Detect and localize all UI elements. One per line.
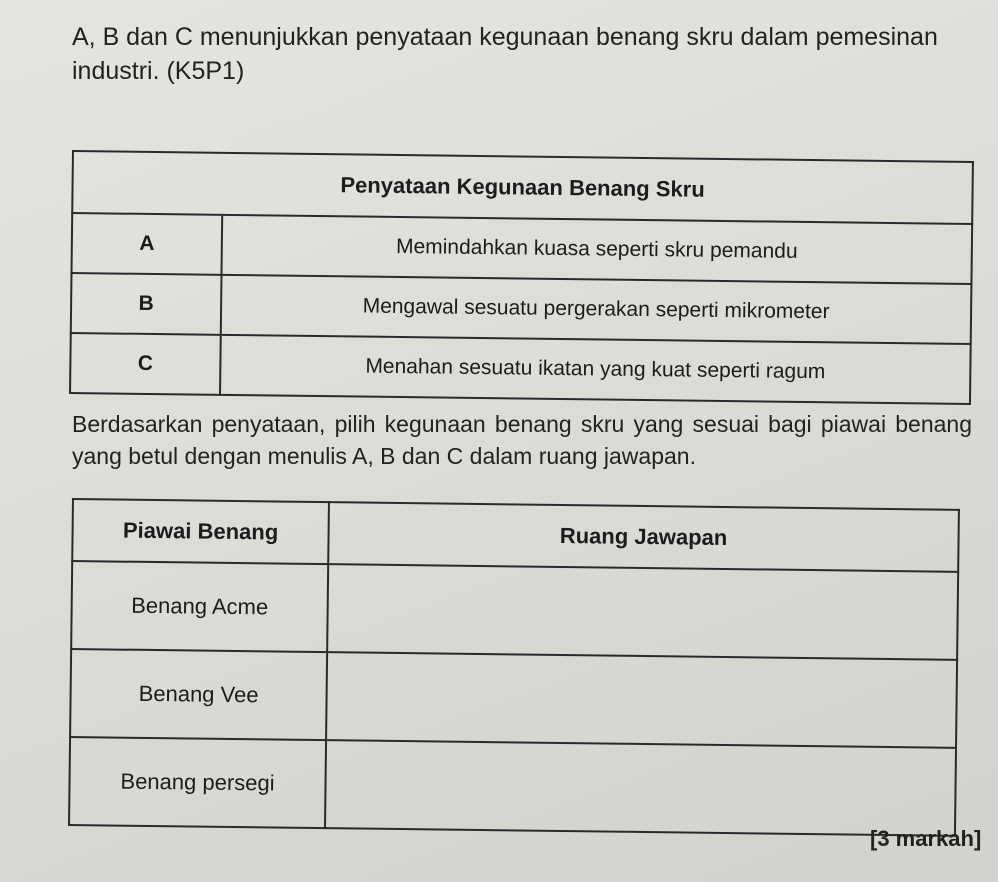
thread-usage-statements-table — [69, 150, 974, 405]
statement-text: Menahan sesuatu ikatan yang kuat seperti ragum — [220, 335, 971, 404]
answer-table — [68, 498, 960, 837]
table-row — [69, 737, 956, 836]
answer-cell[interactable] — [327, 564, 958, 660]
question-text: A, B dan C menunjukkan penyataan kegunaan benang skru dalam pemesinan industri. (K5P1) — [72, 23, 938, 85]
thread-name: Benang Vee — [70, 649, 327, 740]
thread-name: Benang Acme — [71, 561, 328, 652]
statement-label: A — [71, 213, 222, 275]
marks-label: [3 markah] — [870, 826, 982, 851]
table-row — [70, 649, 957, 748]
answer-cell[interactable] — [326, 652, 957, 748]
statement-label: B — [71, 273, 222, 335]
column-header-answer-space: Ruang Jawapan — [328, 502, 959, 572]
statement-label: C — [70, 333, 221, 395]
table-row — [71, 213, 972, 284]
column-header-thread-standard: Piawai Benang — [72, 499, 329, 564]
statement-text: Memindahkan kuasa seperti skru pemandu — [221, 215, 972, 284]
instruction-text: Berdasarkan penyataan, pilih kegunaan benang skru yang sesuai bagi piawai benang yang betul dengan menulis A, B dan C dalam ruang jawapan. — [72, 411, 972, 469]
thread-name: Benang persegi — [69, 737, 326, 828]
statement-text: Mengawal sesuatu pergerakan seperti mikrometer — [221, 275, 972, 344]
table-row — [70, 333, 971, 404]
answer-cell[interactable] — [325, 740, 956, 836]
statements-table-header: Penyataan Kegunaan Benang Skru — [72, 151, 973, 224]
table-row — [71, 273, 972, 344]
table-row — [71, 561, 958, 660]
